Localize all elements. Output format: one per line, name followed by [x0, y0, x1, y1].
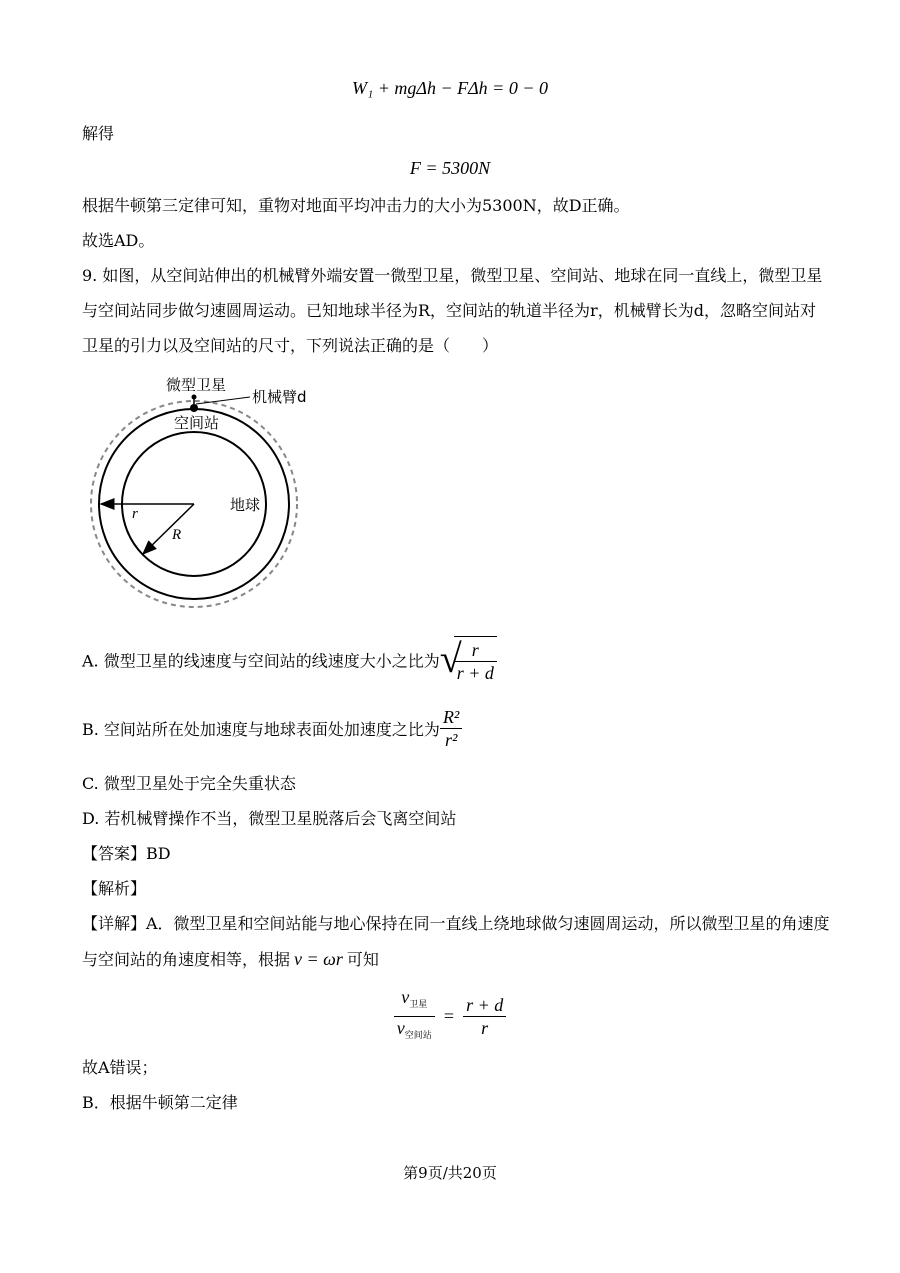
question9-line2: 与空间站同步做匀速圆周运动。已知地球半径为R，空间站的轨道半径为r，机械臂长为d，忽略空间站对 [82, 301, 816, 320]
arm-pointer-line [196, 397, 250, 404]
option-b [82, 706, 462, 751]
detail-line1: 【详解】A．微型卫星和空间站能与地心保持在同一直线上绕地球做匀速圆周运动，所以微型卫星的角速度 [82, 914, 830, 933]
b-newton2-text: B．根据牛顿第二定律 [82, 1093, 238, 1112]
v-den: v [396, 1018, 405, 1038]
radical-sign: √ [439, 636, 462, 681]
v-num: v [401, 987, 410, 1007]
ratio-rhs-num: r + d [463, 994, 506, 1017]
choose-text: 故选AD。 [82, 231, 155, 250]
option-b-num: R² [440, 706, 462, 729]
label-arm: 机械臂d [252, 388, 307, 406]
detail-line2-formula: v = ωr [294, 949, 343, 969]
answer-text: 【答案】BD [82, 844, 171, 863]
option-b-den: r² [444, 730, 458, 750]
v-den-sub: 空间站 [404, 1031, 432, 1041]
option-a-text: A. 微型卫星的线速度与空间站的线速度大小之比为 [82, 651, 440, 671]
label-r: r [132, 506, 138, 522]
label-earth: 地球 [230, 496, 261, 514]
velocity-ratio-equation: $\frac{v_{卫星}}{v_{空间站}}$ = $\frac{r + d}{r}$ [0, 986, 900, 1047]
force-result-equation: F = 5300N [409, 158, 491, 178]
ratio-rhs-den: r [481, 1018, 489, 1038]
orbit-diagram [80, 368, 340, 618]
label-station: 空间站 [174, 414, 220, 432]
newton3-text: 根据牛顿第三定律可知，重物对地面平均冲击力的大小为5300N，故D正确。 [82, 196, 630, 215]
label-R: R [172, 527, 182, 543]
detail-line2 [82, 947, 379, 972]
satellite-dot [192, 395, 197, 400]
detail-line2-post: 可知 [346, 950, 379, 969]
option-d: D. 若机械臂操作不当，微型卫星脱落后会飞离空间站 [82, 809, 457, 828]
option-c: C. 微型卫星处于完全失重状态 [82, 774, 296, 793]
analysis-heading: 【解析】 [82, 879, 147, 898]
detail-line2-pre: 与空间站的角速度相等，根据 [82, 950, 291, 969]
option-a-num: r [454, 639, 497, 662]
page-footer: 第9页/共20页 [403, 1164, 497, 1182]
solve-text: 解得 [82, 124, 115, 143]
label-satellite: 微型卫星 [166, 376, 227, 394]
option-a [82, 636, 497, 684]
v-num-sub: 卫星 [409, 1000, 428, 1010]
option-a-sqrt [440, 636, 497, 684]
question9-line1: 9. 如图，从空间站伸出的机械臂外端安置一微型卫星，微型卫星、空间站、地球在同一直线上，微型卫星 [82, 266, 823, 285]
station-dot [190, 404, 198, 412]
question9-line3: 卫星的引力以及空间站的尺寸，下列说法正确的是（ ） [82, 336, 499, 355]
radius-R-arrow [143, 504, 194, 554]
work-energy-equation: W₁ + mgΔh − FΔh = 0 − 0 [352, 78, 548, 98]
a-wrong-text: 故A错误； [82, 1058, 158, 1077]
option-a-den: r + d [456, 663, 494, 683]
option-b-text: B. 空间站所在处加速度与地球表面处加速度之比为 [82, 720, 440, 739]
